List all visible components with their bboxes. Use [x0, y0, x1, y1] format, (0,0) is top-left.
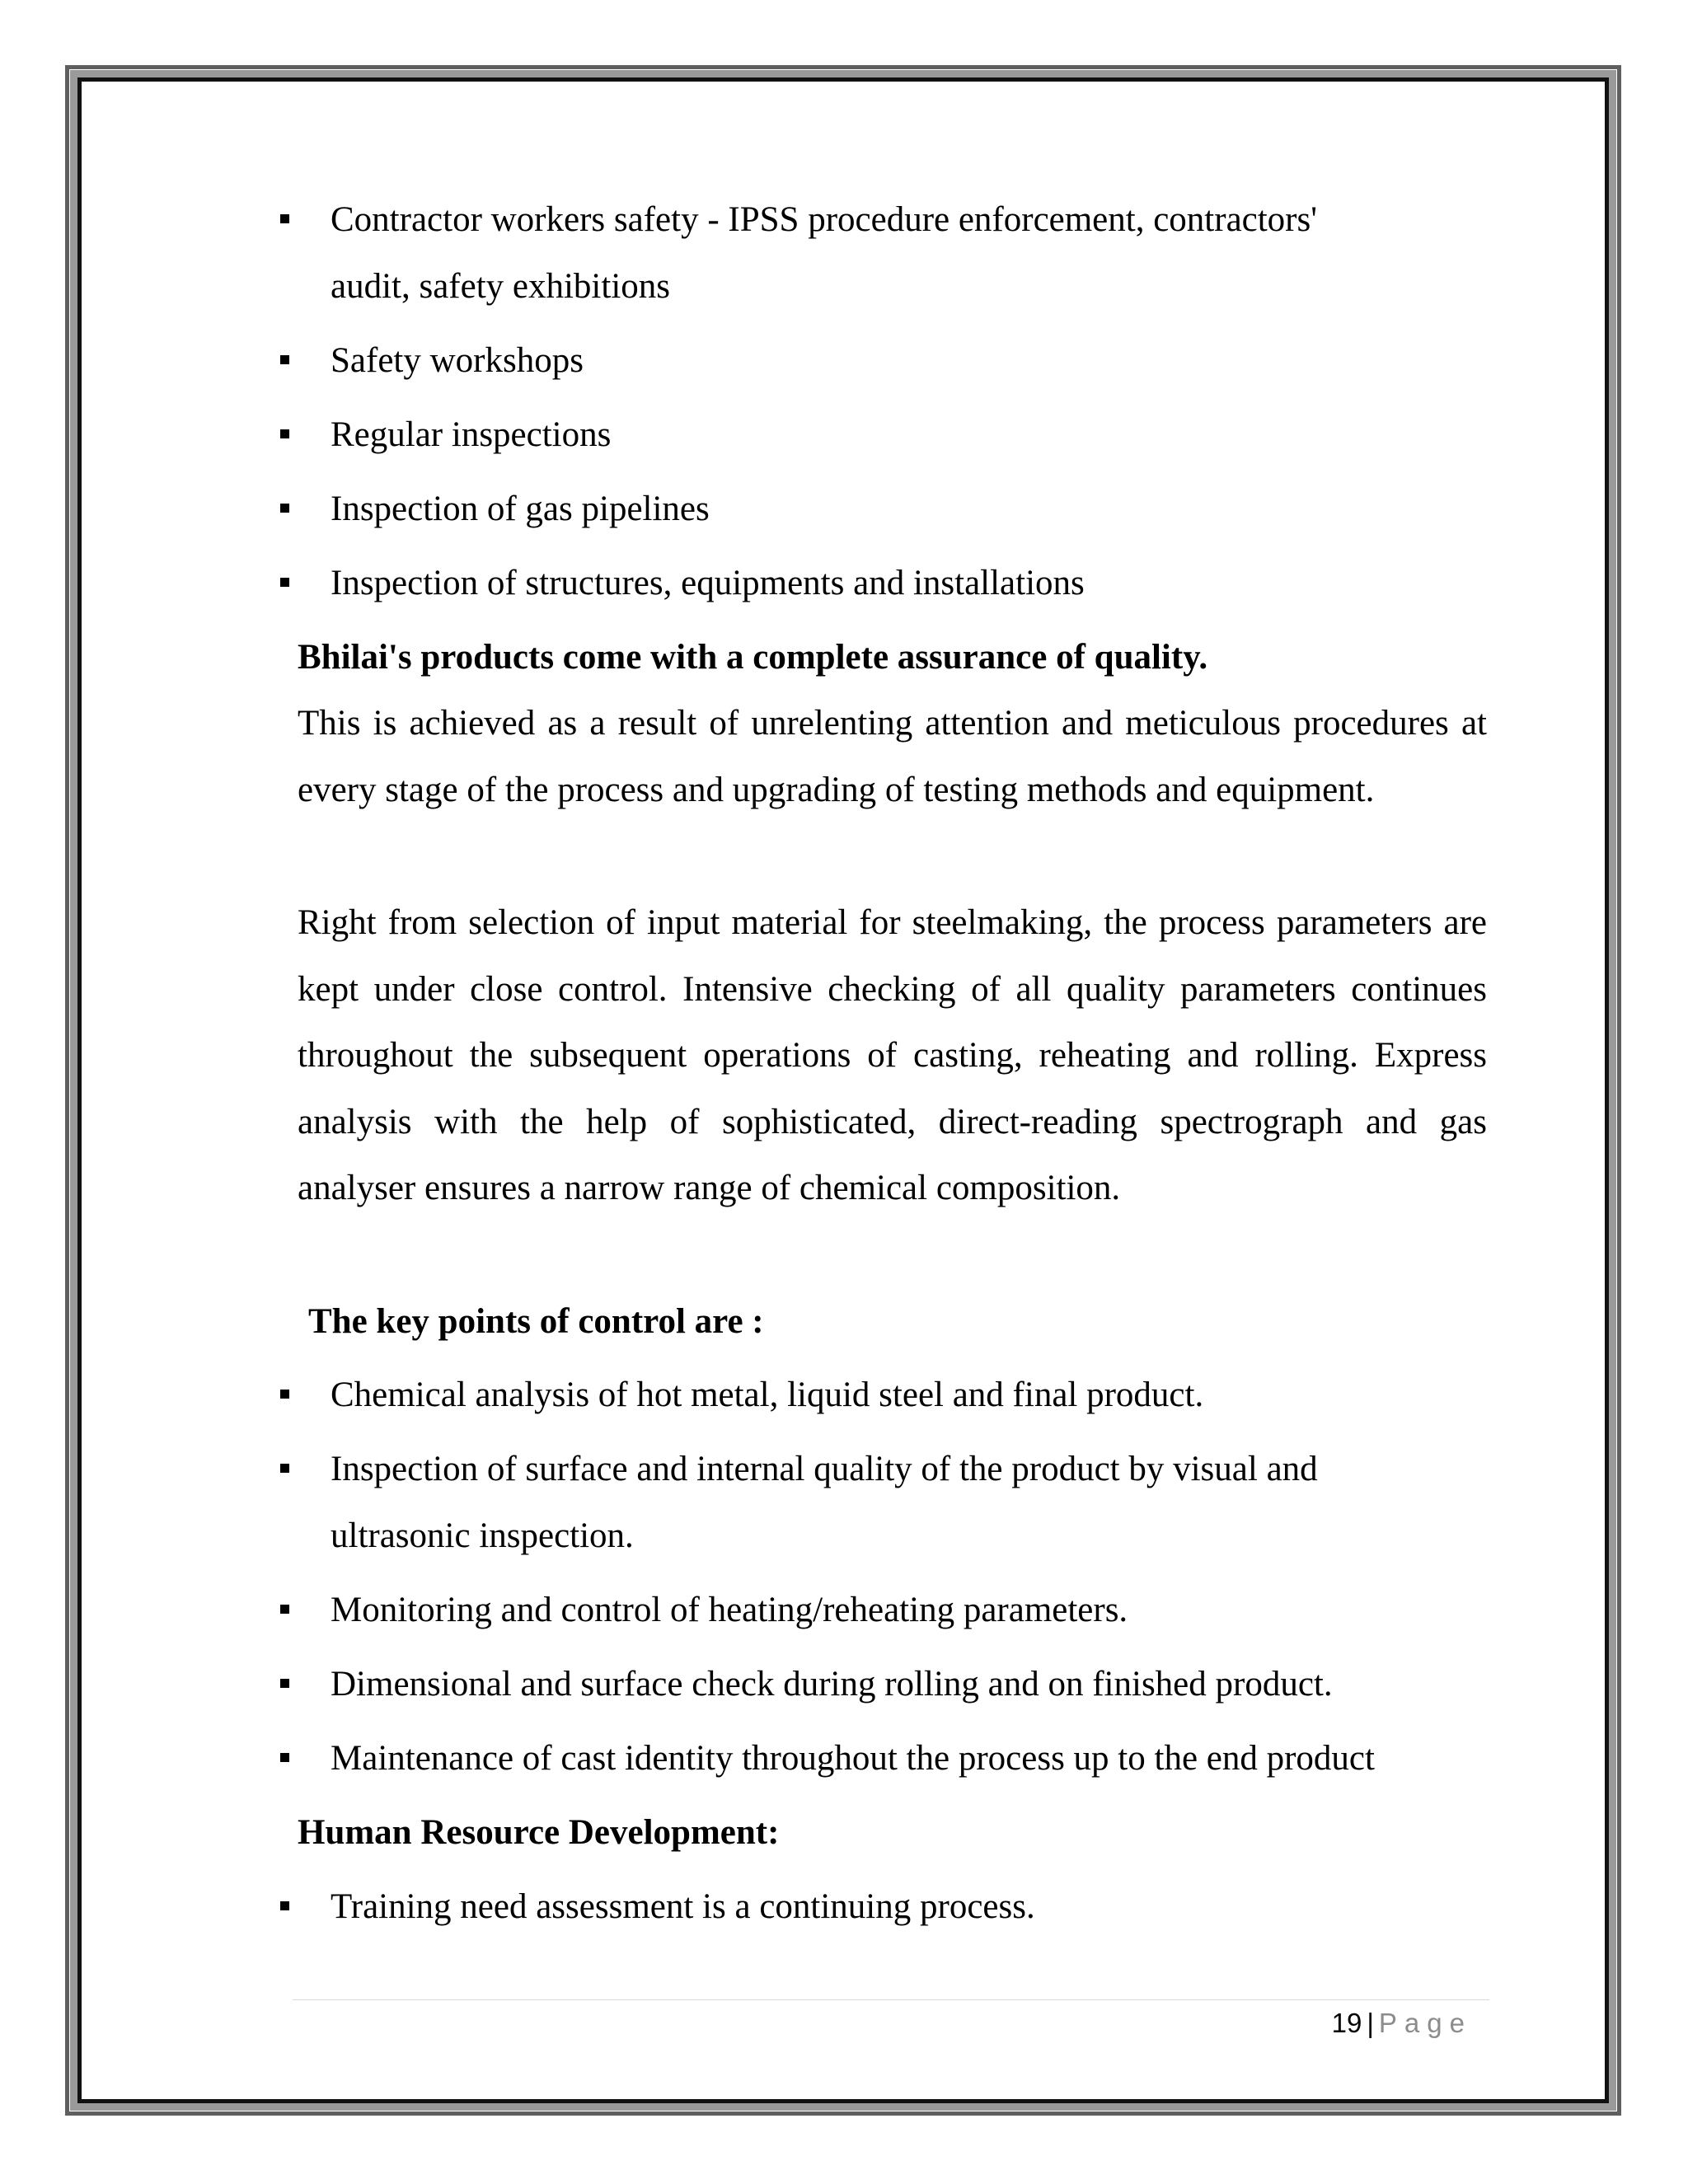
paragraph-quality-achieved: This is achieved as a result of unrelenting attention and meticulous procedures at every stage of the process and upgrading of testing methods and equipment.: [298, 704, 1487, 809]
quality-heading: Bhilai's products come with a complete assurance of quality.: [298, 638, 1208, 677]
control-heading: The key points of control are :: [308, 1302, 764, 1341]
bullet-square-icon: [280, 1679, 289, 1688]
list-item-text: Inspection of surface and internal quality of the product by visual and: [331, 1450, 1318, 1488]
list-item-text: Dimensional and surface check during rolling and on finished product.: [331, 1665, 1333, 1704]
bullet-square-icon: [280, 1464, 289, 1473]
bullet-square-icon: [280, 1390, 289, 1399]
bullet-square-icon: [280, 214, 289, 223]
bullet-square-icon: [280, 1901, 289, 1910]
page-label: Page: [1378, 2008, 1472, 2038]
bullet-square-icon: [280, 578, 289, 587]
list-item-text: Training need assessment is a continuing process.: [331, 1887, 1035, 1926]
list-item-text: Inspection of gas pipelines: [331, 490, 710, 528]
list-item-text: Contractor workers safety - IPSS procedure enforcement, contractors': [331, 200, 1317, 239]
bullet-square-icon: [280, 504, 289, 513]
list-item-text: Regular inspections: [331, 415, 612, 454]
paragraph-process-control: Right from selection of input material for steelmaking, the process parameters are kept under close control. Intensive checking of all quality parameters continues throughout the subsequent operations of casting, reheating and rolling. Express analysis with the help of sophisticated, direct-reading spectrograph and gas analyser ensures a narrow range of chemical composition.: [298, 903, 1487, 1207]
hrd-heading: Human Resource Development:: [298, 1813, 780, 1852]
page-footer: [1332, 2004, 1472, 2042]
list-item-text: Inspection of structures, equipments and installations: [331, 564, 1085, 602]
list-item-text: Monitoring and control of heating/reheating parameters.: [331, 1591, 1128, 1629]
footer-separator: |: [1367, 2008, 1374, 2038]
list-item-text: Chemical analysis of hot metal, liquid steel and final product.: [331, 1376, 1204, 1414]
list-item-text: Safety workshops: [331, 341, 584, 380]
list-item-text-continued: ultrasonic inspection.: [331, 1516, 634, 1555]
page-number: 19: [1331, 2008, 1362, 2038]
bullet-square-icon: [280, 355, 289, 364]
list-item-text-continued: audit, safety exhibitions: [331, 267, 671, 306]
footer-divider: [293, 1999, 1489, 2000]
bullet-square-icon: [280, 429, 289, 438]
bullet-square-icon: [280, 1605, 289, 1614]
bullet-square-icon: [280, 1753, 289, 1762]
list-item-text: Maintenance of cast identity throughout the process up to the end product: [331, 1739, 1375, 1778]
